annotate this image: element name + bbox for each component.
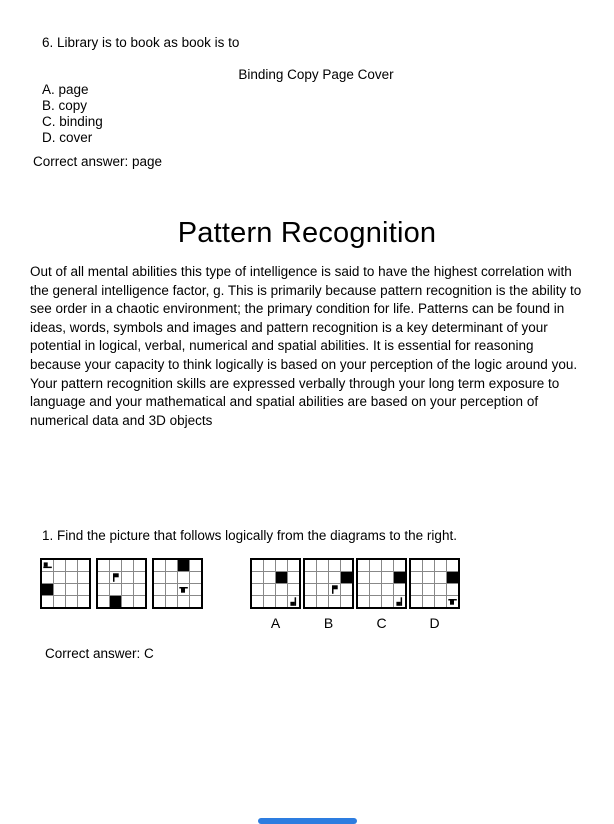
answer-option-B bbox=[303, 558, 354, 631]
option-label-A: A bbox=[270, 615, 281, 631]
empty-cell bbox=[166, 572, 177, 583]
section-body-paragraph: Out of all mental abilities this type of intelligence is said to have the highest correlation with the general intelligence factor, g. This is primarily because pattern recognition is the ability to see order in a chaotic environment; the primary condition for life. Patterns can be found in ideas, words, symbols and images and pattern recognition is a key determinant of your potential in logical, verbal, numerical and spatial abilities. It is essential for reasoning because your capacity to think logically is based on your perception of the logic around you. Your pattern recognition skills are expressed verbally through your long term exposure to language and your mathematical and spatial abilities are based on your perception of numerical data and 3D objects bbox=[30, 264, 582, 428]
empty-cell bbox=[317, 560, 328, 571]
empty-cell bbox=[78, 560, 89, 571]
empty-cell bbox=[54, 560, 65, 571]
empty-cell bbox=[78, 584, 89, 595]
empty-cell bbox=[435, 560, 446, 571]
empty-cell bbox=[66, 572, 77, 583]
filled-square-cell bbox=[178, 560, 189, 571]
empty-cell bbox=[276, 584, 287, 595]
choice-option: B. copy bbox=[42, 98, 88, 113]
empty-cell bbox=[341, 596, 352, 607]
empty-cell bbox=[305, 584, 316, 595]
empty-cell bbox=[370, 560, 381, 571]
empty-cell bbox=[276, 560, 287, 571]
empty-cell bbox=[382, 572, 393, 583]
empty-cell bbox=[341, 584, 352, 595]
empty-cell bbox=[98, 572, 109, 583]
empty-cell bbox=[252, 572, 263, 583]
option-grid-D bbox=[409, 558, 460, 609]
empty-cell bbox=[78, 572, 89, 583]
empty-cell bbox=[341, 560, 352, 571]
empty-cell bbox=[394, 584, 405, 595]
empty-cell bbox=[98, 560, 109, 571]
filled-square-cell bbox=[447, 572, 458, 583]
option-grid-C bbox=[356, 558, 407, 609]
empty-cell bbox=[288, 572, 299, 583]
empty-cell bbox=[98, 596, 109, 607]
empty-cell bbox=[264, 584, 275, 595]
empty-cell bbox=[122, 560, 133, 571]
empty-cell bbox=[134, 572, 145, 583]
empty-cell bbox=[394, 560, 405, 571]
empty-cell bbox=[329, 596, 340, 607]
empty-cell bbox=[411, 572, 422, 583]
answer-option-C bbox=[356, 558, 407, 631]
option-grid-A bbox=[250, 558, 301, 609]
empty-cell bbox=[264, 596, 275, 607]
empty-cell bbox=[110, 584, 121, 595]
empty-cell bbox=[305, 596, 316, 607]
answer-option-A bbox=[250, 558, 301, 631]
option-label-D: D bbox=[429, 615, 440, 631]
flag-ccw-icon bbox=[42, 560, 53, 571]
question-1-correct-answer: Correct answer: C bbox=[45, 646, 154, 661]
empty-cell bbox=[42, 572, 53, 583]
bottom-scrollbar-thumb[interactable] bbox=[258, 818, 357, 824]
question-1-prompt: 1. Find the picture that follows logically from the diagrams to the right. bbox=[42, 528, 457, 543]
empty-cell bbox=[66, 596, 77, 607]
choice-option: D. cover bbox=[42, 130, 93, 145]
empty-cell bbox=[166, 596, 177, 607]
choice-option: C. binding bbox=[42, 114, 103, 129]
empty-cell bbox=[190, 596, 201, 607]
sequence-grids bbox=[40, 558, 203, 609]
empty-cell bbox=[435, 572, 446, 583]
empty-cell bbox=[358, 596, 369, 607]
empty-cell bbox=[252, 596, 263, 607]
empty-cell bbox=[447, 560, 458, 571]
empty-cell bbox=[110, 560, 121, 571]
empty-cell bbox=[382, 596, 393, 607]
question-6-correct-answer: Correct answer: page bbox=[33, 154, 163, 169]
option-label-B: B bbox=[323, 615, 334, 631]
empty-cell bbox=[42, 596, 53, 607]
flag-cw-icon bbox=[178, 584, 189, 595]
empty-cell bbox=[122, 584, 133, 595]
filled-square-cell bbox=[110, 596, 121, 607]
empty-cell bbox=[305, 572, 316, 583]
option-label-C: C bbox=[376, 615, 387, 631]
flag-up-icon bbox=[329, 584, 340, 595]
flag-180-icon bbox=[288, 596, 299, 607]
empty-cell bbox=[370, 596, 381, 607]
empty-cell bbox=[411, 584, 422, 595]
empty-cell bbox=[423, 560, 434, 571]
question-6-word-bank: Binding Copy Page Cover bbox=[238, 67, 394, 82]
empty-cell bbox=[264, 560, 275, 571]
empty-cell bbox=[423, 596, 434, 607]
empty-cell bbox=[154, 584, 165, 595]
empty-cell bbox=[370, 584, 381, 595]
empty-cell bbox=[358, 584, 369, 595]
empty-cell bbox=[154, 560, 165, 571]
empty-cell bbox=[66, 560, 77, 571]
empty-cell bbox=[411, 596, 422, 607]
empty-cell bbox=[66, 584, 77, 595]
empty-cell bbox=[264, 572, 275, 583]
filled-square-cell bbox=[42, 584, 53, 595]
empty-cell bbox=[288, 584, 299, 595]
question-6-choices bbox=[42, 82, 103, 146]
empty-cell bbox=[190, 584, 201, 595]
empty-cell bbox=[190, 560, 201, 571]
empty-cell bbox=[134, 596, 145, 607]
flag-up-icon bbox=[110, 572, 121, 583]
empty-cell bbox=[122, 572, 133, 583]
flag-cw-icon bbox=[447, 596, 458, 607]
sequence-grid-3 bbox=[152, 558, 203, 609]
empty-cell bbox=[166, 584, 177, 595]
empty-cell bbox=[358, 572, 369, 583]
filled-square-cell bbox=[276, 572, 287, 583]
empty-cell bbox=[305, 560, 316, 571]
empty-cell bbox=[134, 584, 145, 595]
empty-cell bbox=[435, 596, 446, 607]
empty-cell bbox=[154, 572, 165, 583]
empty-cell bbox=[423, 572, 434, 583]
empty-cell bbox=[54, 584, 65, 595]
empty-cell bbox=[54, 596, 65, 607]
empty-cell bbox=[154, 596, 165, 607]
empty-cell bbox=[382, 584, 393, 595]
empty-cell bbox=[252, 560, 263, 571]
empty-cell bbox=[411, 560, 422, 571]
filled-square-cell bbox=[394, 572, 405, 583]
empty-cell bbox=[329, 572, 340, 583]
empty-cell bbox=[288, 560, 299, 571]
question-6-prompt: 6. Library is to book as book is to bbox=[42, 35, 240, 50]
choice-option: A. page bbox=[42, 82, 89, 97]
empty-cell bbox=[382, 560, 393, 571]
sequence-grid-1 bbox=[40, 558, 91, 609]
empty-cell bbox=[190, 572, 201, 583]
option-grid-B bbox=[303, 558, 354, 609]
empty-cell bbox=[358, 560, 369, 571]
empty-cell bbox=[435, 584, 446, 595]
empty-cell bbox=[447, 584, 458, 595]
empty-cell bbox=[122, 596, 133, 607]
empty-cell bbox=[166, 560, 177, 571]
empty-cell bbox=[78, 596, 89, 607]
empty-cell bbox=[276, 596, 287, 607]
empty-cell bbox=[329, 560, 340, 571]
filled-square-cell bbox=[341, 572, 352, 583]
empty-cell bbox=[252, 584, 263, 595]
empty-cell bbox=[317, 596, 328, 607]
section-title: Pattern Recognition bbox=[177, 217, 437, 249]
empty-cell bbox=[178, 596, 189, 607]
flag-180-icon bbox=[394, 596, 405, 607]
empty-cell bbox=[134, 560, 145, 571]
empty-cell bbox=[178, 572, 189, 583]
answer-option-grids bbox=[250, 558, 460, 631]
sequence-grid-2 bbox=[96, 558, 147, 609]
empty-cell bbox=[370, 572, 381, 583]
empty-cell bbox=[317, 572, 328, 583]
empty-cell bbox=[423, 584, 434, 595]
empty-cell bbox=[54, 572, 65, 583]
empty-cell bbox=[317, 584, 328, 595]
empty-cell bbox=[98, 584, 109, 595]
answer-option-D bbox=[409, 558, 460, 631]
